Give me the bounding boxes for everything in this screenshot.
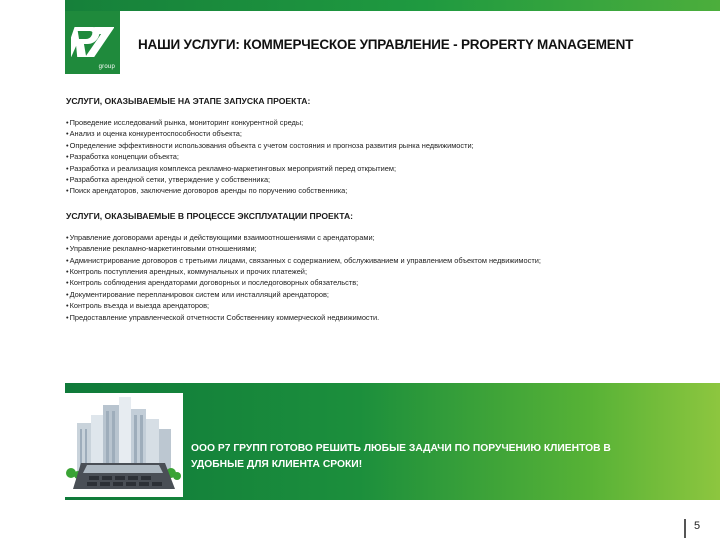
page-number: 5 [694,520,701,532]
list-item: • Определение эффективности использования объекта с учетом состояния и прогноза развития рынка недвижимости; [66,140,706,151]
banner-text: ООО Р7 ГРУПП ГОТОВО РЕШИТЬ ЛЮБЫЕ ЗАДАЧИ ПО ПОРУЧЕНИЮ КЛИЕНТОВ В УДОБНЫЕ ДЛЯ КЛИЕНТА СРОКИ! [191,443,611,470]
list-item: • Контроль въезда и выезда арендаторов; [66,300,706,311]
section-heading-launch: УСЛУГИ, ОКАЗЫВАЕМЫЕ НА ЭТАПЕ ЗАПУСКА ПРОЕКТА: [66,96,311,106]
list-item: • Предоставление управленческой отчетности Собственнику коммерческой недвижимости. [66,312,706,323]
logo-group-text: group [98,64,115,70]
r7-logo-icon [71,25,114,59]
list-item: • Контроль соблюдения арендаторами договорных и последоговорных обязательств; [66,277,706,288]
section-heading-operation: УСЛУГИ, ОКАЗЫВАЕМЫЕ В ПРОЦЕССЕ ЭКСПЛУАТАЦИИ ПРОЕКТА: [66,210,354,221]
list-item: • Разработка арендной сетки, утверждение у собственника; [66,174,706,185]
services-content [66,96,706,323]
list-item: • Документирование перепланировок систем или инсталляций арендаторов; [66,289,706,300]
list-item: • Разработка концепции объекта; [66,151,706,162]
header-accent-bar [65,0,720,11]
company-logo [65,11,120,74]
list-item: • Анализ и оценка конкурентоспособности объекта; [66,128,706,139]
list-item: • Разработка и реализация комплекса рекламно-маркетинговых мероприятий перед открытием; [66,163,706,174]
list-item: • Управление договорами аренды и действующими взаимоотношениями с арендаторами; [66,232,706,243]
list-item: • Поиск арендаторов, заключение договоров аренды по поручению собственника; [66,185,706,196]
list-item: • Контроль поступления арендных, коммунальных и прочих платежей; [66,266,706,277]
list-item: • Проведение исследований рынка, мониторинг конкурентной среды; [66,117,706,128]
operation-services-list [66,232,706,323]
city-calculator-illustration [65,393,183,497]
page-number-divider [684,519,686,538]
page-title: НАШИ УСЛУГИ: КОММЕРЧЕСКОЕ УПРАВЛЕНИЕ - PROPERTY MANAGEMENT [138,37,634,52]
list-item: • Управление рекламно-маркетинговыми отношениями; [66,243,706,254]
list-item: • Администрирование договоров с третьими лицами, связанных с содержанием, обслуживанием и управлением объектом недвижимости; [66,255,706,266]
launch-services-list [66,117,706,197]
